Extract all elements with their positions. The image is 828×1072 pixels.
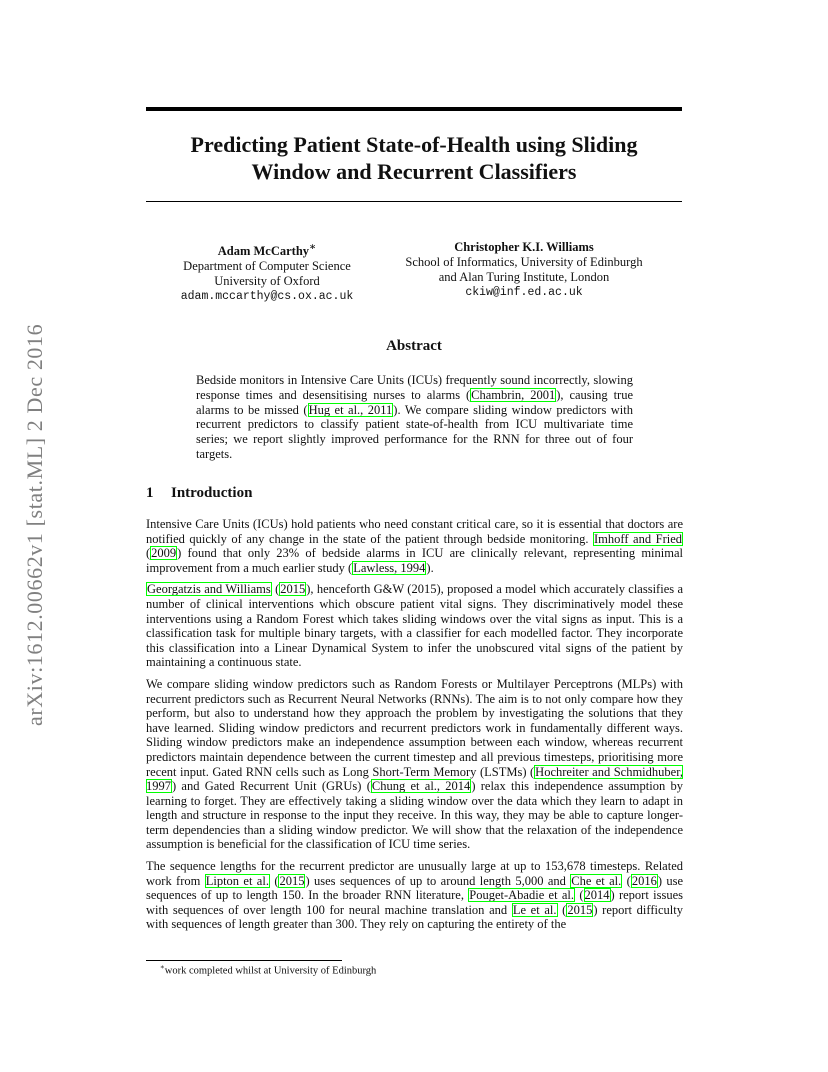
author-affiliation: and Alan Turing Institute, London bbox=[438, 270, 610, 284]
title-top-rule bbox=[146, 107, 682, 111]
title-line-1: Predicting Patient State-of-Health using Sliding bbox=[190, 132, 638, 157]
title-bottom-rule bbox=[146, 201, 682, 202]
paragraph: Intensive Care Units (ICUs) hold patients who need constant critical care, so it is essential that doctors are notified quickly of any change in the state of the patient through bedside monitoring. Imhoff and Fried (2009) found that only 23% of bedside alarms in ICU are clinically relevant, representing minimal improvement from a much earlier study (Lawless, 1994). bbox=[146, 517, 683, 575]
footnote-marker: ∗ bbox=[160, 963, 165, 971]
citation-link[interactable]: Chambrin, 2001 bbox=[471, 387, 556, 402]
citation-link[interactable]: Hochreiter and Schmidhuber, 1997 bbox=[146, 764, 683, 794]
author-affiliation: School of Informatics, University of Edinburgh bbox=[405, 255, 643, 269]
author-name: Adam McCarthy∗ bbox=[217, 242, 317, 259]
citation-link[interactable]: 2016 bbox=[631, 873, 657, 888]
section-heading-introduction bbox=[146, 485, 252, 502]
citation-link[interactable]: Le et al. bbox=[512, 902, 557, 917]
author-block-1 bbox=[162, 240, 372, 304]
citation-link[interactable]: 2015 bbox=[567, 902, 593, 917]
paragraph: The sequence lengths for the recurrent predictor are unusually large at up to 153,678 timesteps. Related work from Lipton et al. (2015) uses sequences of up to around length 5,000 and Che et al. (2016) use sequences of up to length 150. In the broader RNN literature, Pouget-Abadie et al. (2014) report issues with sequences of over length 100 for neural machine translation and Le et al. (2015) report difficulty with sequences of length greater than 300. They rely on capturing the entirety of the bbox=[146, 859, 684, 932]
author-affiliation: University of Oxford bbox=[214, 274, 320, 289]
section-title: Introduction bbox=[171, 485, 253, 501]
footnote-text: work completed whilst at University of Edinburgh bbox=[164, 965, 377, 977]
citation-link[interactable]: 2014 bbox=[584, 888, 610, 903]
citation-link[interactable]: Lipton et al. bbox=[205, 873, 269, 888]
arxiv-sidebar-stamp: arXiv:1612.00662v1 [stat.ML] 2 Dec 2016 bbox=[22, 323, 47, 726]
abstract-heading: Abstract bbox=[386, 338, 442, 354]
citation-link[interactable]: 2015 bbox=[280, 582, 306, 597]
paper-title bbox=[146, 131, 682, 185]
abstract-text: Bedside monitors in Intensive Care Units (ICUs) frequently sound incorrectly, slowing response times and desensitising nurses to alarms (Chambrin, 2001), causing true alarms to be missed (Hug et al., 2011). We compare sliding window predictors with recurrent predictors to classify patient state-of-health from ICU multivariate time series; we report slightly improved performance for the RNN for three out of four targets. bbox=[196, 373, 633, 461]
citation-link[interactable]: 2015 bbox=[279, 873, 305, 888]
introduction-body bbox=[146, 517, 683, 939]
author-block-2 bbox=[388, 240, 660, 300]
citation-link[interactable]: Che et al. bbox=[571, 873, 622, 888]
paragraph: Georgatzis and Williams (2015), henceforth G&W (2015), proposed a model which accurately classifies a number of clinical interventions which obscure patient vital signs. They discriminatively model these interventions using a Random Forest which takes sliding windows over the vital signs as input. This is a classification task for multiple binary targets, with a classifier for each modelled factor. They incorporate this classification into a Linear Dynamical System to infer the unobscured vital signs of the patient by maintaining a continuous state. bbox=[146, 582, 683, 670]
author-email: adam.mccarthy@cs.ox.ac.uk bbox=[180, 290, 354, 304]
citation-link[interactable]: 2009 bbox=[151, 546, 177, 561]
paragraph: We compare sliding window predictors such as Random Forests or Multilayer Perceptrons (MLPs) with recurrent predictors such as Recurrent Neural Networks (RNNs). The aim is to not only compare how they perform, but also to understand how they approach the problem by investigating the solutions that they have learned. Sliding window predictors and recurrent predictors work in fundamentally different ways. Sliding window predictors make an independence assumption between each window, whereas recurrent predictors maintain dependence between the current timestep and all previous timesteps, prioritising more recent input. Gated RNN cells such as Long Short-Term Memory (LSTMs) (Hochreiter and Schmidhuber, 1997) and Gated Recurrent Unit (GRUs) (Chung et al., 2014) relax this independence assumption by learning to forget. They are effectively taking a sliding window over the data which they learn to adapt in length and structure in response to the input they receive. In this way, they may be able to capture longer-term dependencies than a sliding window predictor. We will show that the relaxation of the independence assumption is beneficial for the classification of ICU time series. bbox=[146, 676, 683, 852]
citation-link[interactable]: Imhoff and Fried bbox=[594, 531, 682, 546]
citation-link[interactable]: Chung et al., 2014 bbox=[371, 779, 471, 794]
citation-link[interactable]: Pouget-Abadie et al. bbox=[469, 888, 575, 903]
author-email: ckiw@inf.ed.ac.uk bbox=[465, 286, 583, 299]
author-affiliation: Department of Computer Science bbox=[183, 259, 351, 274]
footnote-rule bbox=[146, 960, 342, 961]
citation-link[interactable]: Hug et al., 2011 bbox=[308, 402, 393, 417]
author-name: Christopher K.I. Williams bbox=[454, 240, 594, 254]
footnote bbox=[160, 963, 376, 977]
citation-link[interactable]: Lawless, 1994 bbox=[353, 560, 426, 575]
citation-link[interactable]: Georgatzis and Williams bbox=[147, 582, 271, 597]
section-number: 1 bbox=[146, 485, 154, 501]
title-line-2: Window and Recurrent Classifiers bbox=[251, 159, 577, 184]
author-footnote-marker: ∗ bbox=[309, 242, 317, 253]
